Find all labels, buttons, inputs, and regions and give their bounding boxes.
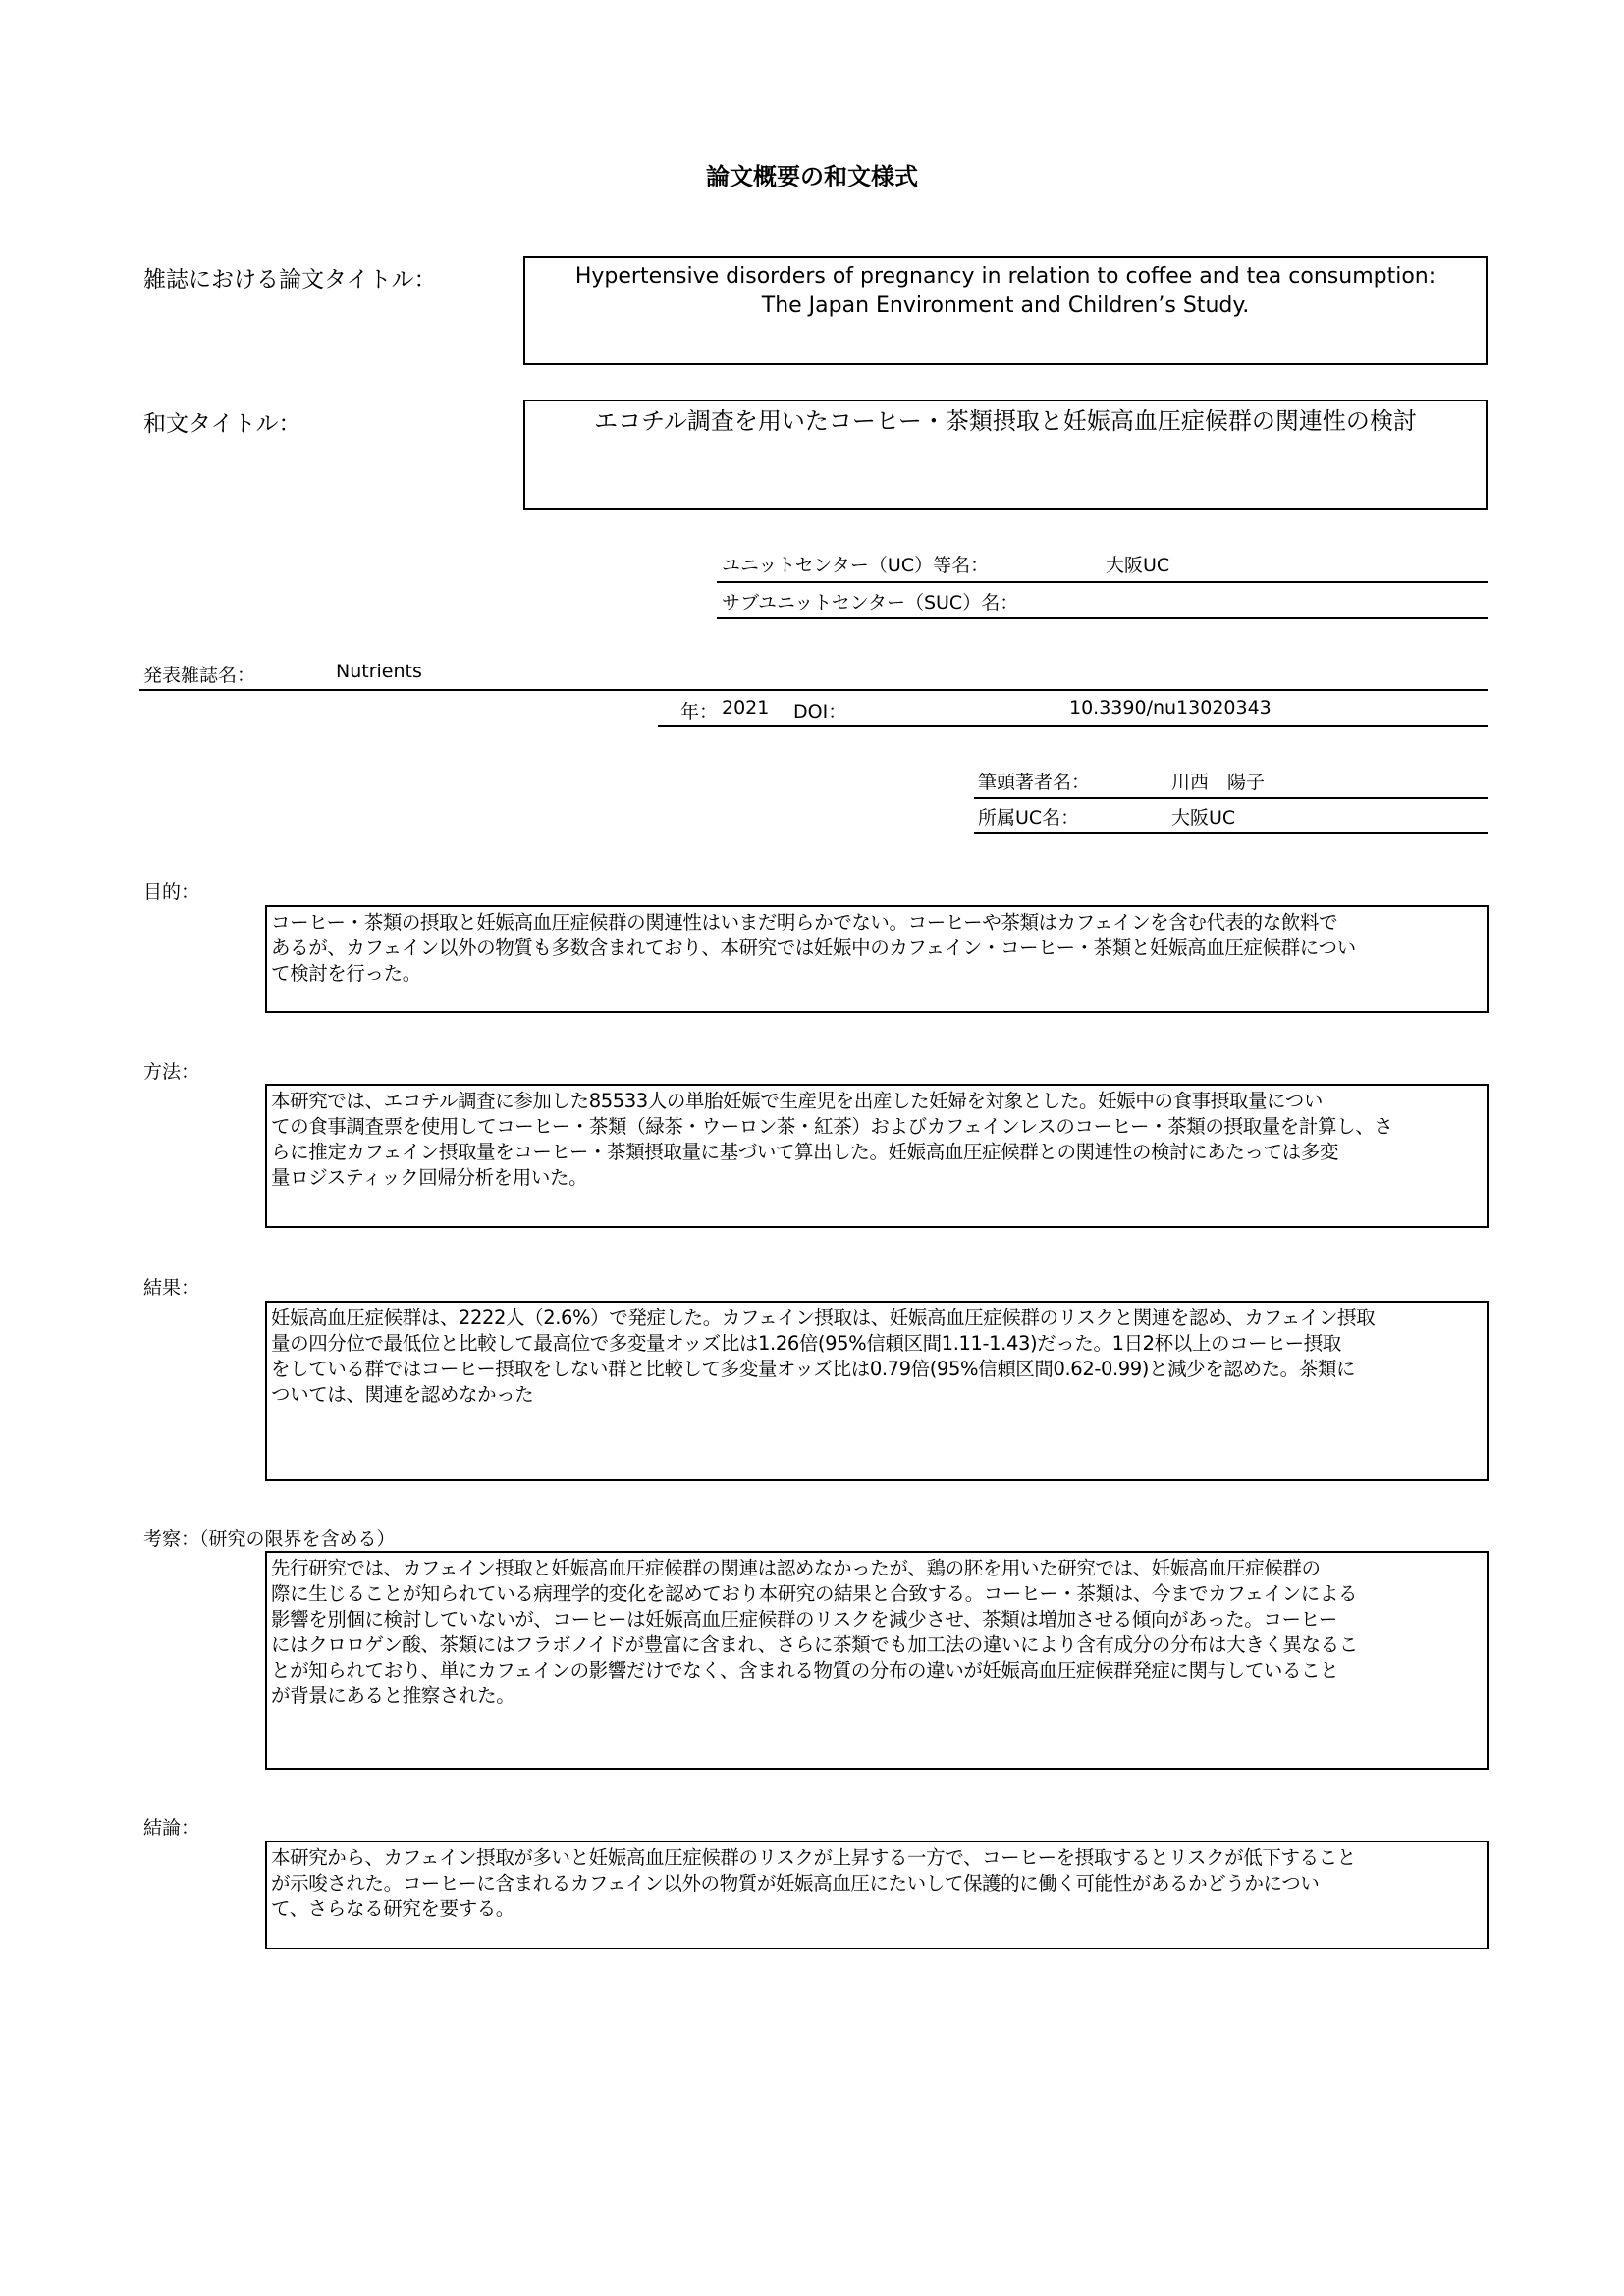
first-author-underline	[974, 797, 1488, 799]
methods-line: 本研究では、エコチル調査に参加した85533人の単胎妊娠で生産児を出産した妊婦を対象とした。妊娠中の食事摂取量につい	[271, 1090, 1323, 1112]
discussion-line: 際に生じることが知られている病理学的変化を認めており本研究の結果と合致する。コーヒー・茶類は、今までカフェインによる	[271, 1582, 1358, 1605]
discussion-line: が背景にあると推察された。	[271, 1684, 515, 1707]
discussion-line: 先行研究では、カフェイン摂取と妊娠高血圧症候群の関連は認めなかったが、鶏の胚を用いた研究では、妊娠高血圧症候群の	[271, 1557, 1321, 1579]
results-line: 量の四分位で最低位と比較して最高位で多変量オッズ比は1.26倍(95%信頼区間1.11-1.43)だった。1日2杯以上のコーヒー摂取	[271, 1332, 1341, 1355]
journal-title-box	[523, 256, 1488, 365]
purpose-line: コーヒー・茶類の摂取と妊娠高血圧症候群の関連性はいまだ明らかでない。コーヒーや茶類はカフェインを含む代表的な飲料で	[271, 911, 1338, 934]
japanese-title-text: エコチル調査を用いたコーヒー・茶類摂取と妊娠高血圧症候群の関連性の検討	[594, 407, 1417, 435]
journal-title-line-1: Hypertensive disorders of pregnancy in relation to coffee and tea consumption:	[574, 264, 1436, 289]
results-box	[265, 1301, 1489, 1481]
purpose-line: て検討を行った。	[271, 962, 421, 985]
year-label: 年：	[680, 701, 719, 722]
results-line: 妊娠高血圧症候群は、2222人（2.6%）で発症した。カフェイン摂取は、妊娠高血圧症候群のリスクと関連を認め、カフェイン摂取	[271, 1307, 1376, 1329]
suc-label: サブユニットセンター（SUC）名：	[722, 592, 1019, 614]
uc-label: ユニットセンター（UC）等名：	[722, 555, 990, 576]
uc-underline	[717, 581, 1488, 583]
journal-title-line-2: The Japan Environment and Children’s Study.	[761, 294, 1250, 318]
methods-box	[265, 1084, 1489, 1228]
journal-name-underline	[139, 689, 1488, 691]
conclusion-line: 本研究から、カフェイン摂取が多いと妊娠高血圧症候群のリスクが上昇する一方で、コーヒーを摂取するとリスクが低下すること	[271, 1846, 1356, 1869]
methods-line: らに推定カフェイン摂取量をコーヒー・茶類摂取量に基づいて算出した。妊娠高血圧症候群との関連性の検討にあたっては多変	[271, 1141, 1338, 1163]
conclusion-box	[265, 1841, 1489, 1949]
doi-label: DOI：	[793, 701, 847, 722]
first-author-label: 筆頭著者名：	[978, 772, 1091, 793]
discussion-line: 影響を別個に検討していないが、コーヒーは妊娠高血圧症候群のリスクを減少させ、茶類は増加させる傾向があった。コーヒー	[271, 1608, 1337, 1630]
affiliation-label: 所属UC名：	[978, 807, 1080, 828]
methods-label: 方法：	[143, 1061, 200, 1083]
first-author-value: 川西 陽子	[1171, 772, 1266, 793]
affiliation-value: 大阪UC	[1171, 807, 1236, 828]
discussion-label: 考察：（研究の限界を含める）	[143, 1528, 396, 1550]
affiliation-underline	[974, 832, 1488, 834]
methods-line: ての食事調査票を使用してコーヒー・茶類（緑茶・ウーロン茶・紅茶）およびカフェインレスのコーヒー・茶類の摂取量を計算し、さ	[271, 1115, 1393, 1138]
results-label: 結果：	[143, 1277, 200, 1299]
uc-value: 大阪UC	[1106, 555, 1170, 576]
journal-title-label: 雑誌における論文タイトル：	[143, 267, 437, 293]
doi-value: 10.3390/nu13020343	[1069, 697, 1272, 719]
japanese-title-box	[523, 400, 1488, 510]
page-title: 論文概要の和文様式	[706, 163, 918, 190]
conclusion-line: が示唆された。コーヒーに含まれるカフェイン以外の物質が妊娠高血圧にたいして保護的に働く可能性があるかどうかについ	[271, 1872, 1320, 1895]
methods-line: 量ロジスティック回帰分析を用いた。	[271, 1166, 588, 1189]
suc-underline	[717, 617, 1488, 619]
discussion-box	[265, 1551, 1489, 1770]
year-value: 2021	[722, 697, 770, 719]
purpose-label: 目的：	[143, 881, 200, 903]
discussion-line: にはクロロゲン酸、茶類にはフラボノイドが豊富に含まれ、さらに茶類でも加工法の違いにより含有成分の分布は大きく異なるこ	[271, 1633, 1358, 1656]
conclusion-label: 結論：	[143, 1817, 200, 1839]
results-line: をしている群ではコーヒー摂取をしない群と比較して多変量オッズ比は0.79倍(95%信頼区間0.62-0.99)と減少を認めた。茶類に	[271, 1358, 1356, 1380]
journal-name-value: Nutrients	[336, 661, 422, 682]
conclusion-line: て、さらなる研究を要する。	[271, 1897, 514, 1920]
year-doi-underline	[658, 725, 1488, 727]
purpose-box	[265, 905, 1489, 1013]
journal-name-label: 発表雑誌名：	[143, 665, 256, 686]
purpose-line: あるが、カフェイン以外の物質も多数含まれており、本研究では妊娠中のカフェイン・コーヒー・茶類と妊娠高血圧症候群につい	[271, 936, 1356, 959]
results-line: ついては、関連を認めなかった	[271, 1383, 534, 1406]
discussion-line: とが知られており、単にカフェインの影響だけでなく、含まれる物質の分布の違いが妊娠高血圧症候群発症に関与していること	[271, 1659, 1339, 1682]
japanese-title-label: 和文タイトル：	[143, 411, 301, 437]
